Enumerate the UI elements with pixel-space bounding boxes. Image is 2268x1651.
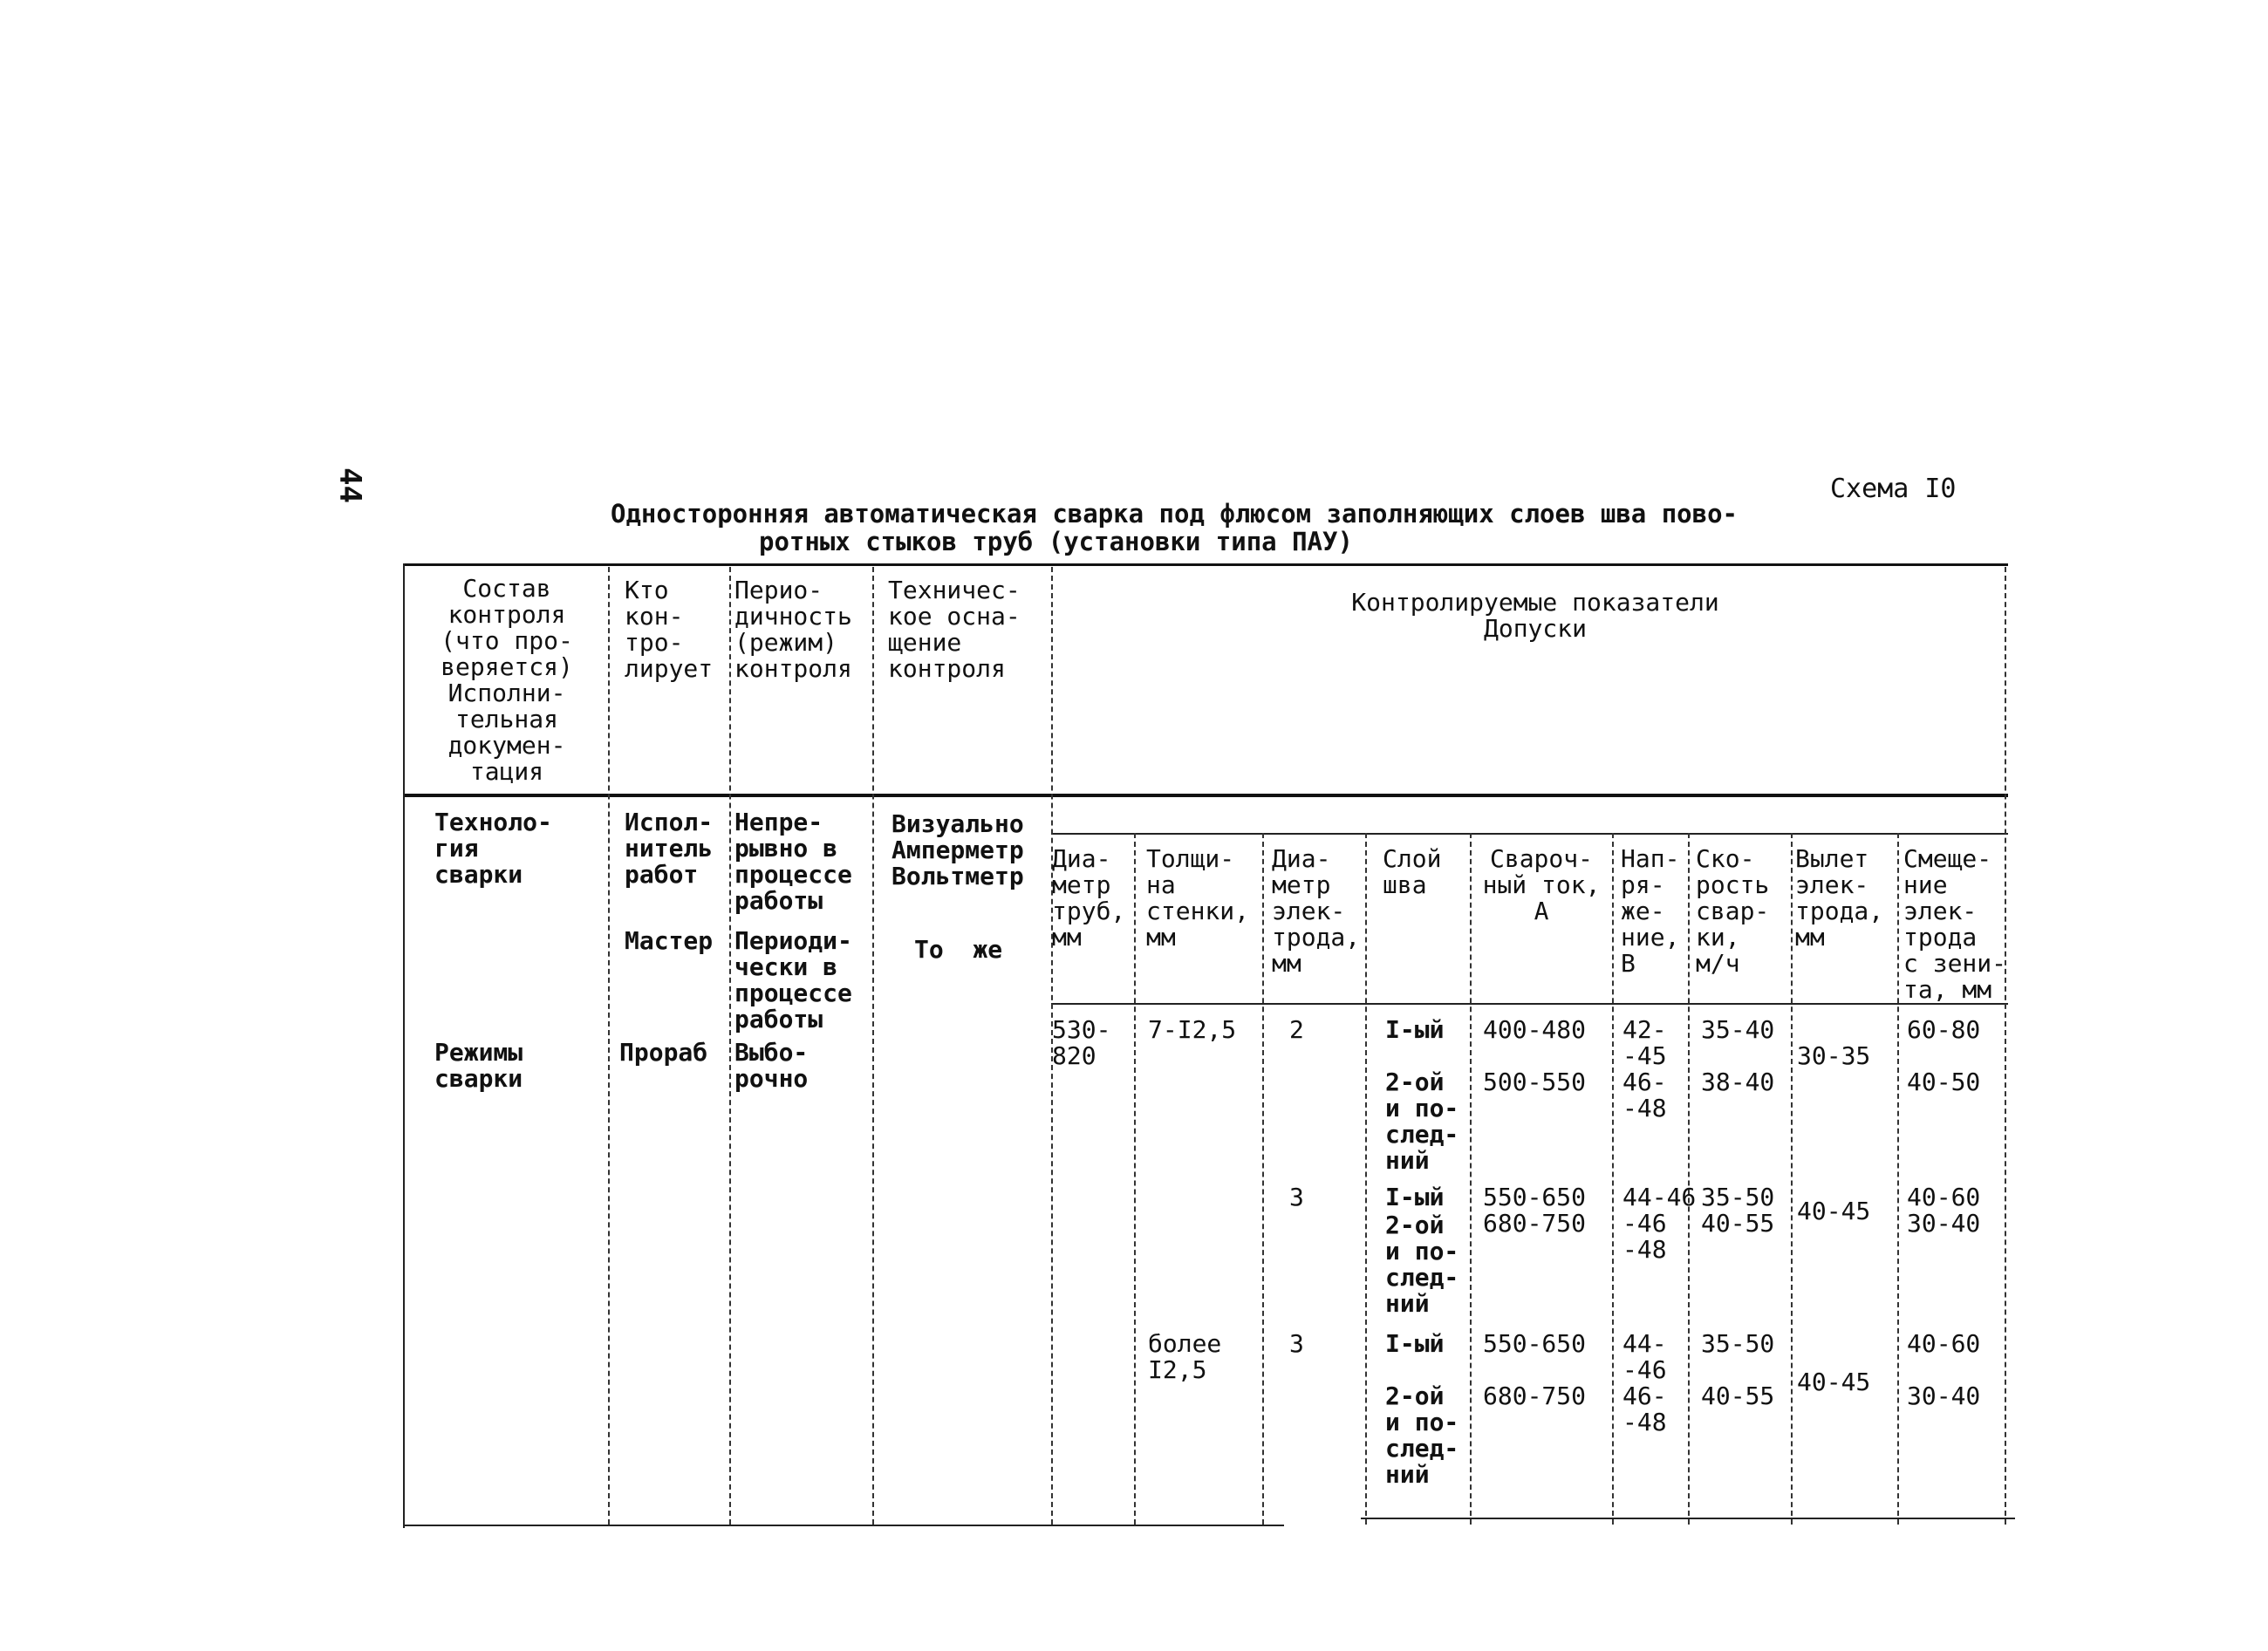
document-title-line1: Односторонняя автоматическая сварка под флюсом заполняющих слоев шва пово-: [611, 499, 1739, 529]
cell-current-3b: 680-750: [1483, 1382, 1587, 1410]
who-foreman: Прораб: [619, 1038, 708, 1067]
cell-stickout-1: 30-35: [1797, 1041, 1871, 1070]
period-selective: Выбо- рочно: [734, 1038, 809, 1093]
subheader-pipe-diameter: Диа- метр труб, мм: [1052, 844, 1126, 952]
cell-speed-3b: 40-55: [1701, 1382, 1775, 1410]
who-master: Мастер: [625, 926, 714, 955]
subheader-welding-speed: Ско- рость свар- ки, м/ч: [1696, 844, 1770, 978]
subheader-electrode-diameter: Диа- метр элек- трода, мм: [1272, 844, 1361, 978]
cell-current-3a: 550-650: [1483, 1329, 1587, 1358]
header-equipment: Техничес- кое осна- щение контроля: [888, 576, 1021, 683]
cell-stickout-2: 40-45: [1797, 1197, 1871, 1225]
scheme-label: Схема I0: [1830, 474, 1957, 504]
document-title-line2: ротных стыков труб (установки типа ПАУ): [759, 527, 1353, 556]
cell-electrode-diameter-2: 3: [1289, 1183, 1304, 1211]
cell-thickness-1: 7-I2,5: [1148, 1015, 1237, 1044]
cell-speed-2: 35-50 40-55: [1701, 1183, 1775, 1238]
cell-offset-1b: 40-50: [1907, 1068, 1981, 1096]
cell-layer-3b: 2-ой и по- след- ний: [1385, 1382, 1459, 1489]
cell-layer-2b: 2-ой и по- след- ний: [1385, 1211, 1459, 1318]
subheader-wall-thickness: Толщи- на стенки, мм: [1146, 844, 1250, 952]
cell-electrode-diameter-1: 2: [1289, 1015, 1304, 1044]
who-performer: Испол- нитель работ: [625, 808, 714, 889]
item-welding-technology: Техноло- гия сварки: [434, 808, 552, 889]
item-welding-modes: Режимы сварки: [434, 1038, 523, 1093]
cell-layer-2a: I-ый: [1385, 1183, 1445, 1211]
cell-stickout-3: 40-45: [1797, 1368, 1871, 1396]
header-who-controls: Кто кон- тро- лирует: [625, 576, 714, 683]
page-number: 44: [332, 467, 367, 503]
cell-layer-3a: I-ый: [1385, 1329, 1445, 1358]
cell-speed-1a: 35-40: [1701, 1015, 1775, 1044]
cell-offset-3a: 40-60: [1907, 1329, 1981, 1358]
cell-speed-1b: 38-40: [1701, 1068, 1775, 1096]
cell-offset-2: 40-60 30-40: [1907, 1183, 1981, 1238]
cell-voltage-1b: 46- -48: [1622, 1068, 1667, 1122]
equipment-same: То же: [914, 935, 1003, 964]
subheader-weld-layer: Слой шва: [1383, 844, 1442, 899]
header-periodicity: Перио- дичность (режим) контроля: [734, 576, 852, 683]
cell-layer-1b: 2-ой и по- след- ний: [1385, 1068, 1459, 1175]
cell-current-1a: 400-480: [1483, 1015, 1587, 1044]
subheader-voltage: Нап- ря- же- ние, В: [1621, 844, 1680, 978]
cell-offset-3b: 30-40: [1907, 1382, 1981, 1410]
cell-offset-1a: 60-80: [1907, 1015, 1981, 1044]
cell-current-2: 550-650 680-750: [1483, 1183, 1587, 1238]
cell-electrode-diameter-3: 3: [1289, 1329, 1304, 1358]
cell-layer-1a: I-ый: [1385, 1015, 1445, 1044]
header-control-scope: Состав контроля (что про- веряется) Исполни- тельная докумен- тация: [441, 574, 573, 786]
cell-voltage-1a: 42- -45: [1622, 1015, 1667, 1070]
cell-thickness-2: более I2,5: [1148, 1329, 1222, 1384]
subheader-electrode-stickout: Вылет элек- трода, мм: [1795, 844, 1884, 952]
cell-pipe-diameter: 530- 820: [1052, 1015, 1111, 1070]
period-periodic: Периоди- чески в процессе работы: [734, 926, 852, 1034]
subheader-electrode-offset: Смеще- ние элек- трода с зени- та, мм: [1903, 844, 2007, 1004]
subheader-welding-current: Свароч- ный ток, А: [1482, 844, 1601, 925]
equipment-visual: Визуально Амперметр Вольтметр: [891, 809, 1024, 890]
cell-voltage-3a: 44- -46: [1622, 1329, 1667, 1384]
cell-current-1b: 500-550: [1483, 1068, 1587, 1096]
header-controlled-parameters: Контролируемые показатели Допуски: [1351, 588, 1719, 643]
cell-speed-3a: 35-50: [1701, 1329, 1775, 1358]
cell-voltage-2: 44-46 -46 -48: [1622, 1183, 1697, 1264]
period-continuous: Непре- рывно в процессе работы: [734, 808, 852, 915]
cell-voltage-3b: 46- -48: [1622, 1382, 1667, 1436]
